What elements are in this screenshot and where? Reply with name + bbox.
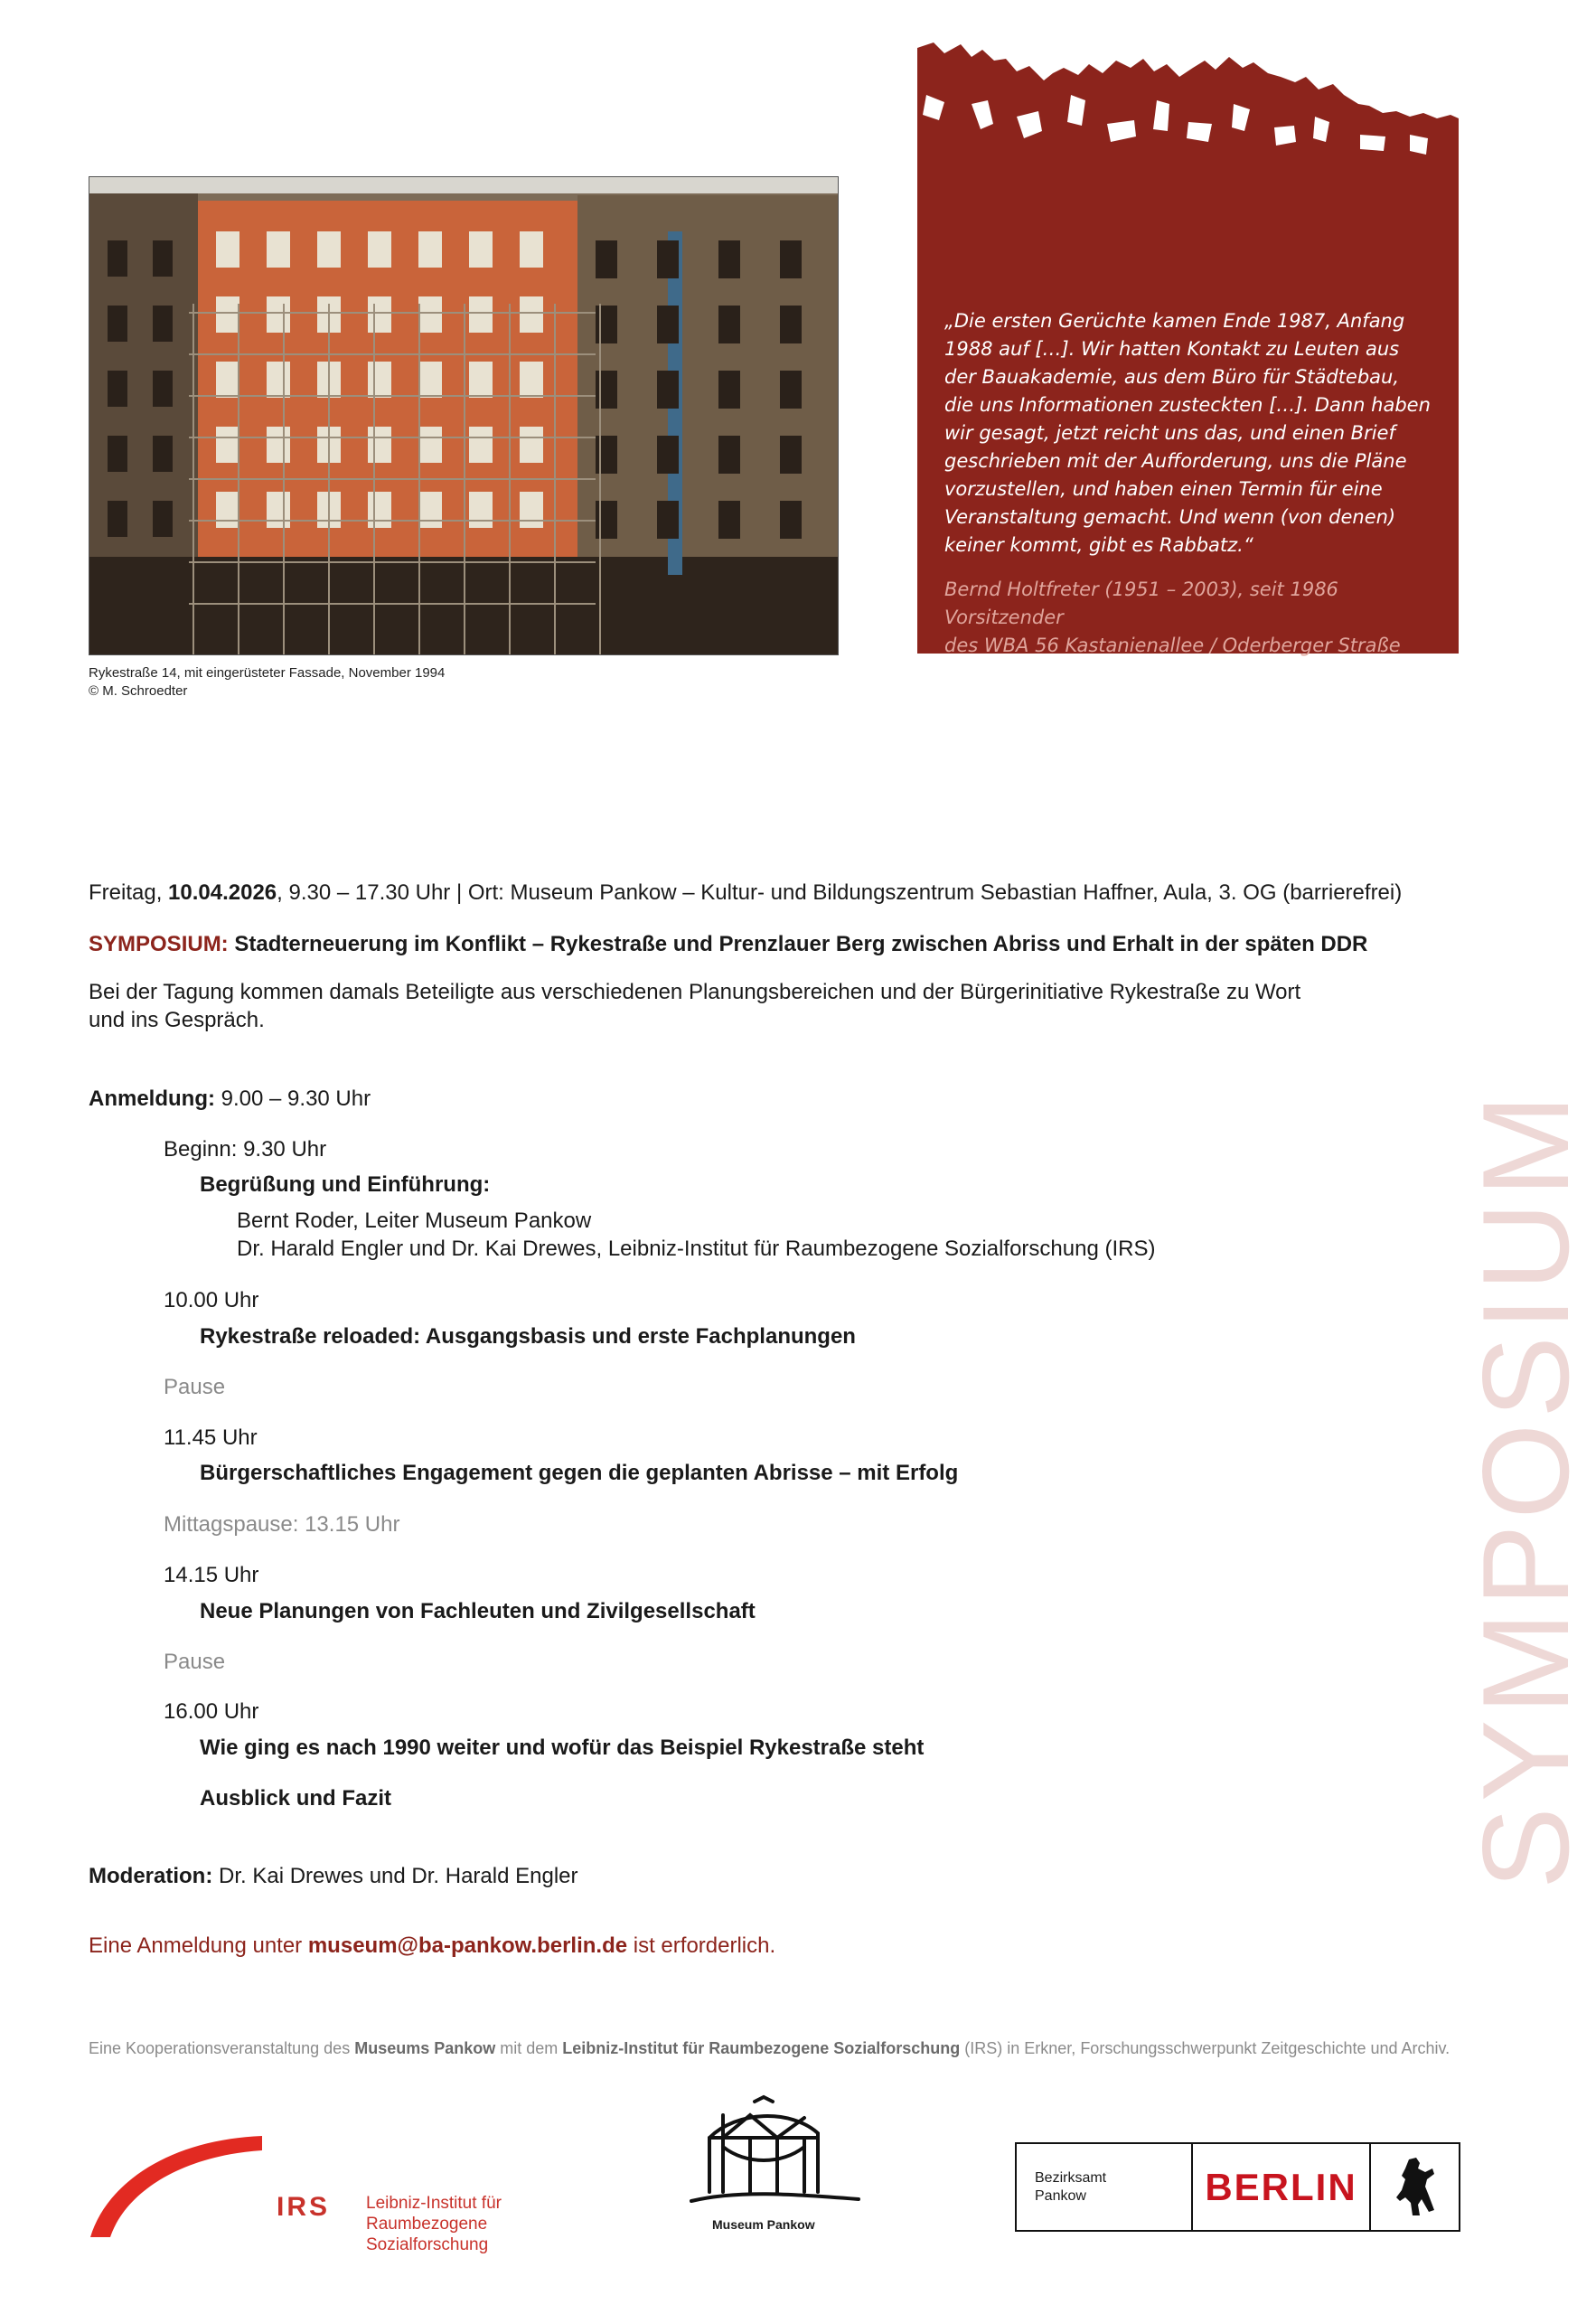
quote-line: „Die ersten Gerüchte kamen Ende 1987, Anfang [944,310,1405,332]
quote-line: geschrieben mit der Aufforderung, uns die Pläne [944,450,1407,472]
photo-credit: © M. Schroedter [89,683,188,699]
photo-window [153,371,173,407]
registration-time [89,1085,371,1113]
bezirksamt-pankow-logo [1015,2142,1460,2232]
quote-author-line: Bernd Holtfreter (1951 – 2003), seit 1986 Vorsitzender [944,578,1338,628]
program-session: Neue Planungen von Fachleuten und Zivilgesellschaft [200,1599,756,1623]
quote-line: vorzustellen, und haben einen Termin für eine [944,478,1383,500]
symposium-title: Stadterneuerung im Konflikt – Rykestraße und Prenzlauer Berg zwischen Abriss und Erhalt in der späten DDR [228,932,1368,956]
symposium-heading [89,930,1367,958]
photo-window [780,501,802,539]
photo-window [267,231,290,268]
program-session: Bürgerschaftliches Engagement gegen die geplanten Abrisse – mit Erfolg [200,1461,959,1485]
event-time-place: , 9.30 – 17.30 Uhr | Ort: Museum Pankow – Kultur- und Bildungszentrum Sebastian Haffner, Aula, 3. OG (barrierefrei) [277,880,1403,905]
quote-line: der Bauakademie, aus dem Büro für Städtebau, [944,366,1400,388]
photo-window [657,436,679,474]
photo-window [267,492,290,528]
photo-window [469,296,493,333]
photo-window [153,240,173,277]
photo-window [418,427,442,463]
moderation-label: Moderation: [89,1864,213,1888]
irs-abbrev: IRS [277,2192,331,2222]
photo-window [153,306,173,342]
quote-box [917,41,1459,654]
photo-window [780,240,802,278]
photo-window [108,306,127,342]
cooperation-note [89,2037,1450,2059]
symposium-vertical-title: SYMPOSIUM [1457,1088,1594,1889]
photo-window [108,436,127,472]
quote-author [944,576,1455,660]
museum-building-icon [682,2093,863,2215]
registration-email-link[interactable]: museum@ba-pankow.berlin.de [307,1933,628,1958]
registration-note-text: ist erforderlich. [627,1933,776,1958]
photo-window [108,240,127,277]
photo-window [657,306,679,343]
quote-line: keiner kommt, gibt es Rabbatz.“ [944,534,1253,556]
photo-window [469,427,493,463]
program-time: 10.00 Uhr [164,1288,259,1312]
photo-window [153,436,173,472]
irs-name [366,2193,559,2255]
photo-window [418,492,442,528]
photo-window [718,240,740,278]
photo-window [596,501,617,539]
photo-window [368,362,391,398]
program-pause: Pause [164,1650,226,1674]
irs-arc-icon [89,2129,269,2242]
quote-line: 1988 auf […]. Wir hatten Kontakt zu Leuten aus [944,338,1400,360]
photo-window [469,492,493,528]
event-details [89,879,1402,907]
bezirksamt-line: Bezirksamt [1035,2169,1107,2186]
photo-window [216,427,239,463]
program-session: Wie ging es nach 1990 weiter und wofür das Beispiel Rykestraße steht [200,1736,925,1760]
quote-line: wir gesagt, jetzt reicht uns das, und einen Brief [944,422,1395,444]
photo-window [657,240,679,278]
photo-window [108,371,127,407]
photo-window [657,501,679,539]
program-speaker: Bernt Roder, Leiter Museum Pankow [237,1209,592,1233]
photo-window [780,371,802,409]
irs-logo [89,2129,559,2254]
program-start: Beginn: 9.30 Uhr [164,1137,327,1162]
photo-window [418,362,442,398]
program-time: 14.15 Uhr [164,1563,259,1587]
building-photo [89,176,839,655]
irs-name-line: Leibniz-Institut für [366,2194,502,2213]
event-day: Freitag, [89,880,169,905]
intro-text [89,978,1354,1034]
museum-pankow-logo [682,2093,863,2232]
photo-window [153,501,173,537]
program-lunch: Mittagspause: 13.15 Uhr [164,1512,400,1537]
photo-window [216,231,239,268]
photo-window [216,362,239,398]
photo-window [718,306,740,343]
photo-window [520,427,543,463]
photo-window [418,231,442,268]
registration-value: 9.00 – 9.30 Uhr [214,1086,371,1111]
photo-caption [89,664,445,701]
quote-text [944,307,1446,560]
cooperation-text: (IRS) in Erkner, Forschungsschwerpunkt Zeitgeschichte und Archiv. [960,2039,1450,2057]
irs-name-line: Raumbezogene Sozialforschung [366,2215,489,2254]
photo-window [657,371,679,409]
photo-window [596,306,617,343]
cooperation-museum: Museums Pankow [354,2039,496,2057]
photo-window [469,231,493,268]
photo-window [718,501,740,539]
photo-window [718,436,740,474]
intro-line: und ins Gespräch. [89,1008,265,1032]
program-pause: Pause [164,1375,226,1399]
photo-window [520,296,543,333]
photo-window [418,296,442,333]
intro-line: Bei der Tagung kommen damals Beteiligte aus verschiedenen Planungsbereichen und der Bürgerinitiative Rykestraße zu Wort [89,980,1301,1004]
photo-window [317,231,341,268]
symposium-label: SYMPOSIUM: [89,932,229,956]
event-date: 10.04.2026 [168,880,277,905]
quote-line: Veranstaltung gemacht. Und wenn (von denen) [944,506,1396,528]
photo-window [469,362,493,398]
bezirksamt-line: Pankow [1035,2187,1086,2204]
berlin-bear-icon [1371,2144,1459,2230]
photo-window [267,427,290,463]
program-time: 11.45 Uhr [164,1425,258,1450]
photo-window [216,296,239,333]
photo-window [216,492,239,528]
photo-window [108,501,127,537]
photo-window [718,371,740,409]
photo-window [368,296,391,333]
photo-window [596,371,617,409]
quote-line: die uns Informationen zusteckten […]. Dann haben [944,394,1431,416]
registration-note [89,1932,775,1960]
photo-window [780,436,802,474]
registration-note-text: Eine Anmeldung unter [89,1933,308,1958]
registration-label: Anmeldung: [89,1086,215,1111]
photo-caption-line: Rykestraße 14, mit eingerüsteter Fassade, November 1994 [89,665,446,681]
photo-window [368,231,391,268]
quote-author-line: des WBA 56 Kastanienallee / Oderberger Straße [944,635,1401,656]
bezirksamt-label [1017,2144,1193,2230]
photo-window [267,296,290,333]
program-speaker: Dr. Harald Engler und Dr. Kai Drewes, Leibniz-Institut für Raumbezogene Sozialforschung (IRS) [237,1237,1156,1261]
cooperation-irs: Leibniz-Institut für Raumbezogene Sozialforschung [562,2039,961,2057]
torn-edge-graphic [917,41,1459,185]
photo-window [368,492,391,528]
cooperation-text: mit dem [495,2039,563,2057]
cooperation-text: Eine Kooperationsveranstaltung des [89,2039,355,2057]
museum-pankow-label: Museum Pankow [712,2217,815,2232]
program-welcome: Begrüßung und Einführung: [200,1172,491,1197]
photo-window [520,362,543,398]
photo-window [596,240,617,278]
program-session: Rykestraße reloaded: Ausgangsbasis und erste Fachplanungen [200,1324,856,1349]
moderation-value: Dr. Kai Drewes und Dr. Harald Engler [212,1864,578,1888]
program-time: 16.00 Uhr [164,1699,259,1724]
program-session: Ausblick und Fazit [200,1786,392,1811]
photo-window [520,231,543,268]
photo-window [596,436,617,474]
photo-window [520,492,543,528]
photo-window [780,306,802,343]
photo-window [368,427,391,463]
photo-window [267,362,290,398]
moderation [89,1862,578,1890]
berlin-wordmark: BERLIN [1193,2144,1371,2230]
